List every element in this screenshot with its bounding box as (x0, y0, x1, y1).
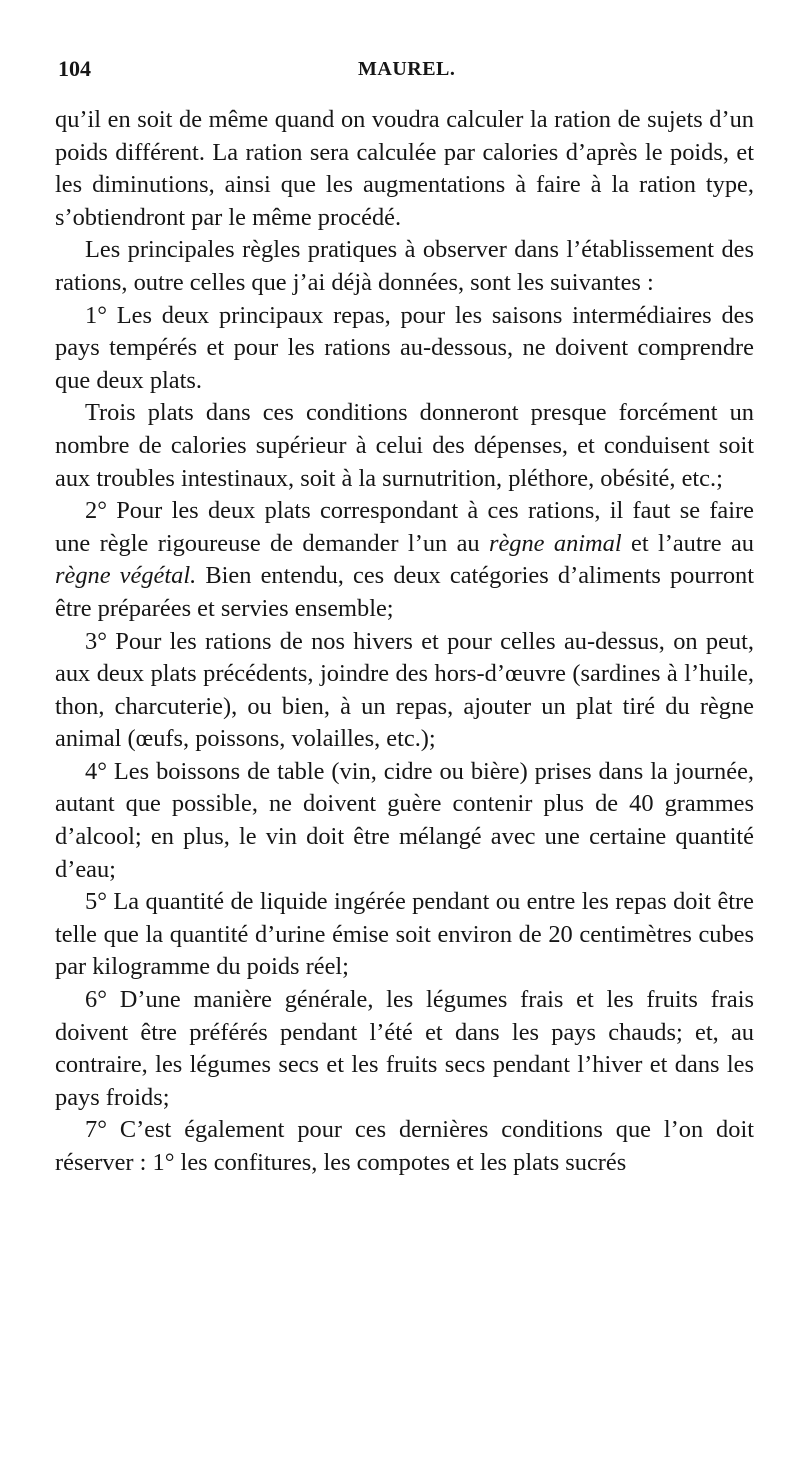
paragraph-text: 4° Les boissons de table (vin, cidre ou bière) prises dans la journée, autant que possible, ne doivent guère contenir plus de 40 grammes d’alcool; en plus, le vin doit être mélangé avec une certaine quantité d’eau; (55, 757, 754, 883)
paragraph (55, 626, 754, 756)
paragraph-text: 1° Les deux principaux repas, pour les saisons intermédiaires des pays tempérés et pour les rations au-dessous, ne doivent comprendre que deux plats. (55, 301, 754, 394)
page-number: 104 (58, 56, 91, 81)
italic-text: règne végétal. (55, 562, 197, 590)
paragraph-text: 6° D’une manière générale, les légumes frais et les fruits frais doivent être préférés pendant l’été et dans les pays chauds; et, au contraire, les légumes secs et les fruits secs pendant l’hiver et dans les pays froids; (55, 986, 754, 1111)
paragraph-text: qu’il en soit de même quand on voudra calculer la ration de sujets d’un poids différent. La ration sera calculée par calories d’après le poids, et les diminutions, ainsi que les augmentations à faire à la ration type, s’obtiendront par le même procédé. (55, 106, 754, 231)
paragraph-text: 2° Pour les deux plats correspondant à ces rations, il faut se faire une règle rigoureuse de demander l’un au (55, 497, 754, 557)
paragraph (55, 234, 754, 299)
paragraph (55, 1114, 754, 1179)
paragraph-text: et l’autre au (621, 529, 754, 557)
paragraph-text: Trois plats dans ces conditions donneront presque forcément un nombre de calories supérieur à celui des dépenses, et conduisent soit aux troubles intestinaux, soit à la surnutrition, pléthore, obésité, etc.; (55, 399, 754, 492)
paragraph-text: 5° La quantité de liquide ingérée pendant ou entre les repas doit être telle que la quantité d’urine émise soit environ de 20 centimètres cubes par kilogramme du poids réel; (55, 888, 754, 981)
paragraph-text: 7° C’est également pour ces dernières conditions que l’on doit réserver : 1° les confitures, les compotes et les plats sucrés (55, 1116, 754, 1176)
paragraph-text: 3° Pour les rations de nos hivers et pour celles au-dessus, on peut, aux deux plats précédents, joindre des hors-d’œuvre (sardines à l’huile, thon, charcuterie), ou bien, à un repas, ajouter un plat tiré du règne animal (œufs, poissons, volailles, etc.); (55, 627, 754, 753)
body-text (55, 104, 754, 1180)
page-header (58, 56, 748, 92)
paragraph (55, 495, 754, 625)
italic-text: règne animal (488, 529, 622, 557)
paragraph (55, 104, 754, 234)
paragraph-text: Bien entendu, ces deux catégories d’aliments pourront être préparées et servies ensemble; (55, 562, 754, 622)
paragraph (55, 984, 754, 1114)
paragraph-text: Les principales règles pratiques à observer dans l’établissement des rations, outre celles que j’ai déjà données, sont les suivantes : (55, 236, 754, 296)
paragraph (55, 756, 754, 886)
running-head: MAUREL. (358, 58, 456, 80)
paragraph (55, 300, 754, 398)
paragraph (55, 397, 754, 495)
paragraph (55, 886, 754, 984)
